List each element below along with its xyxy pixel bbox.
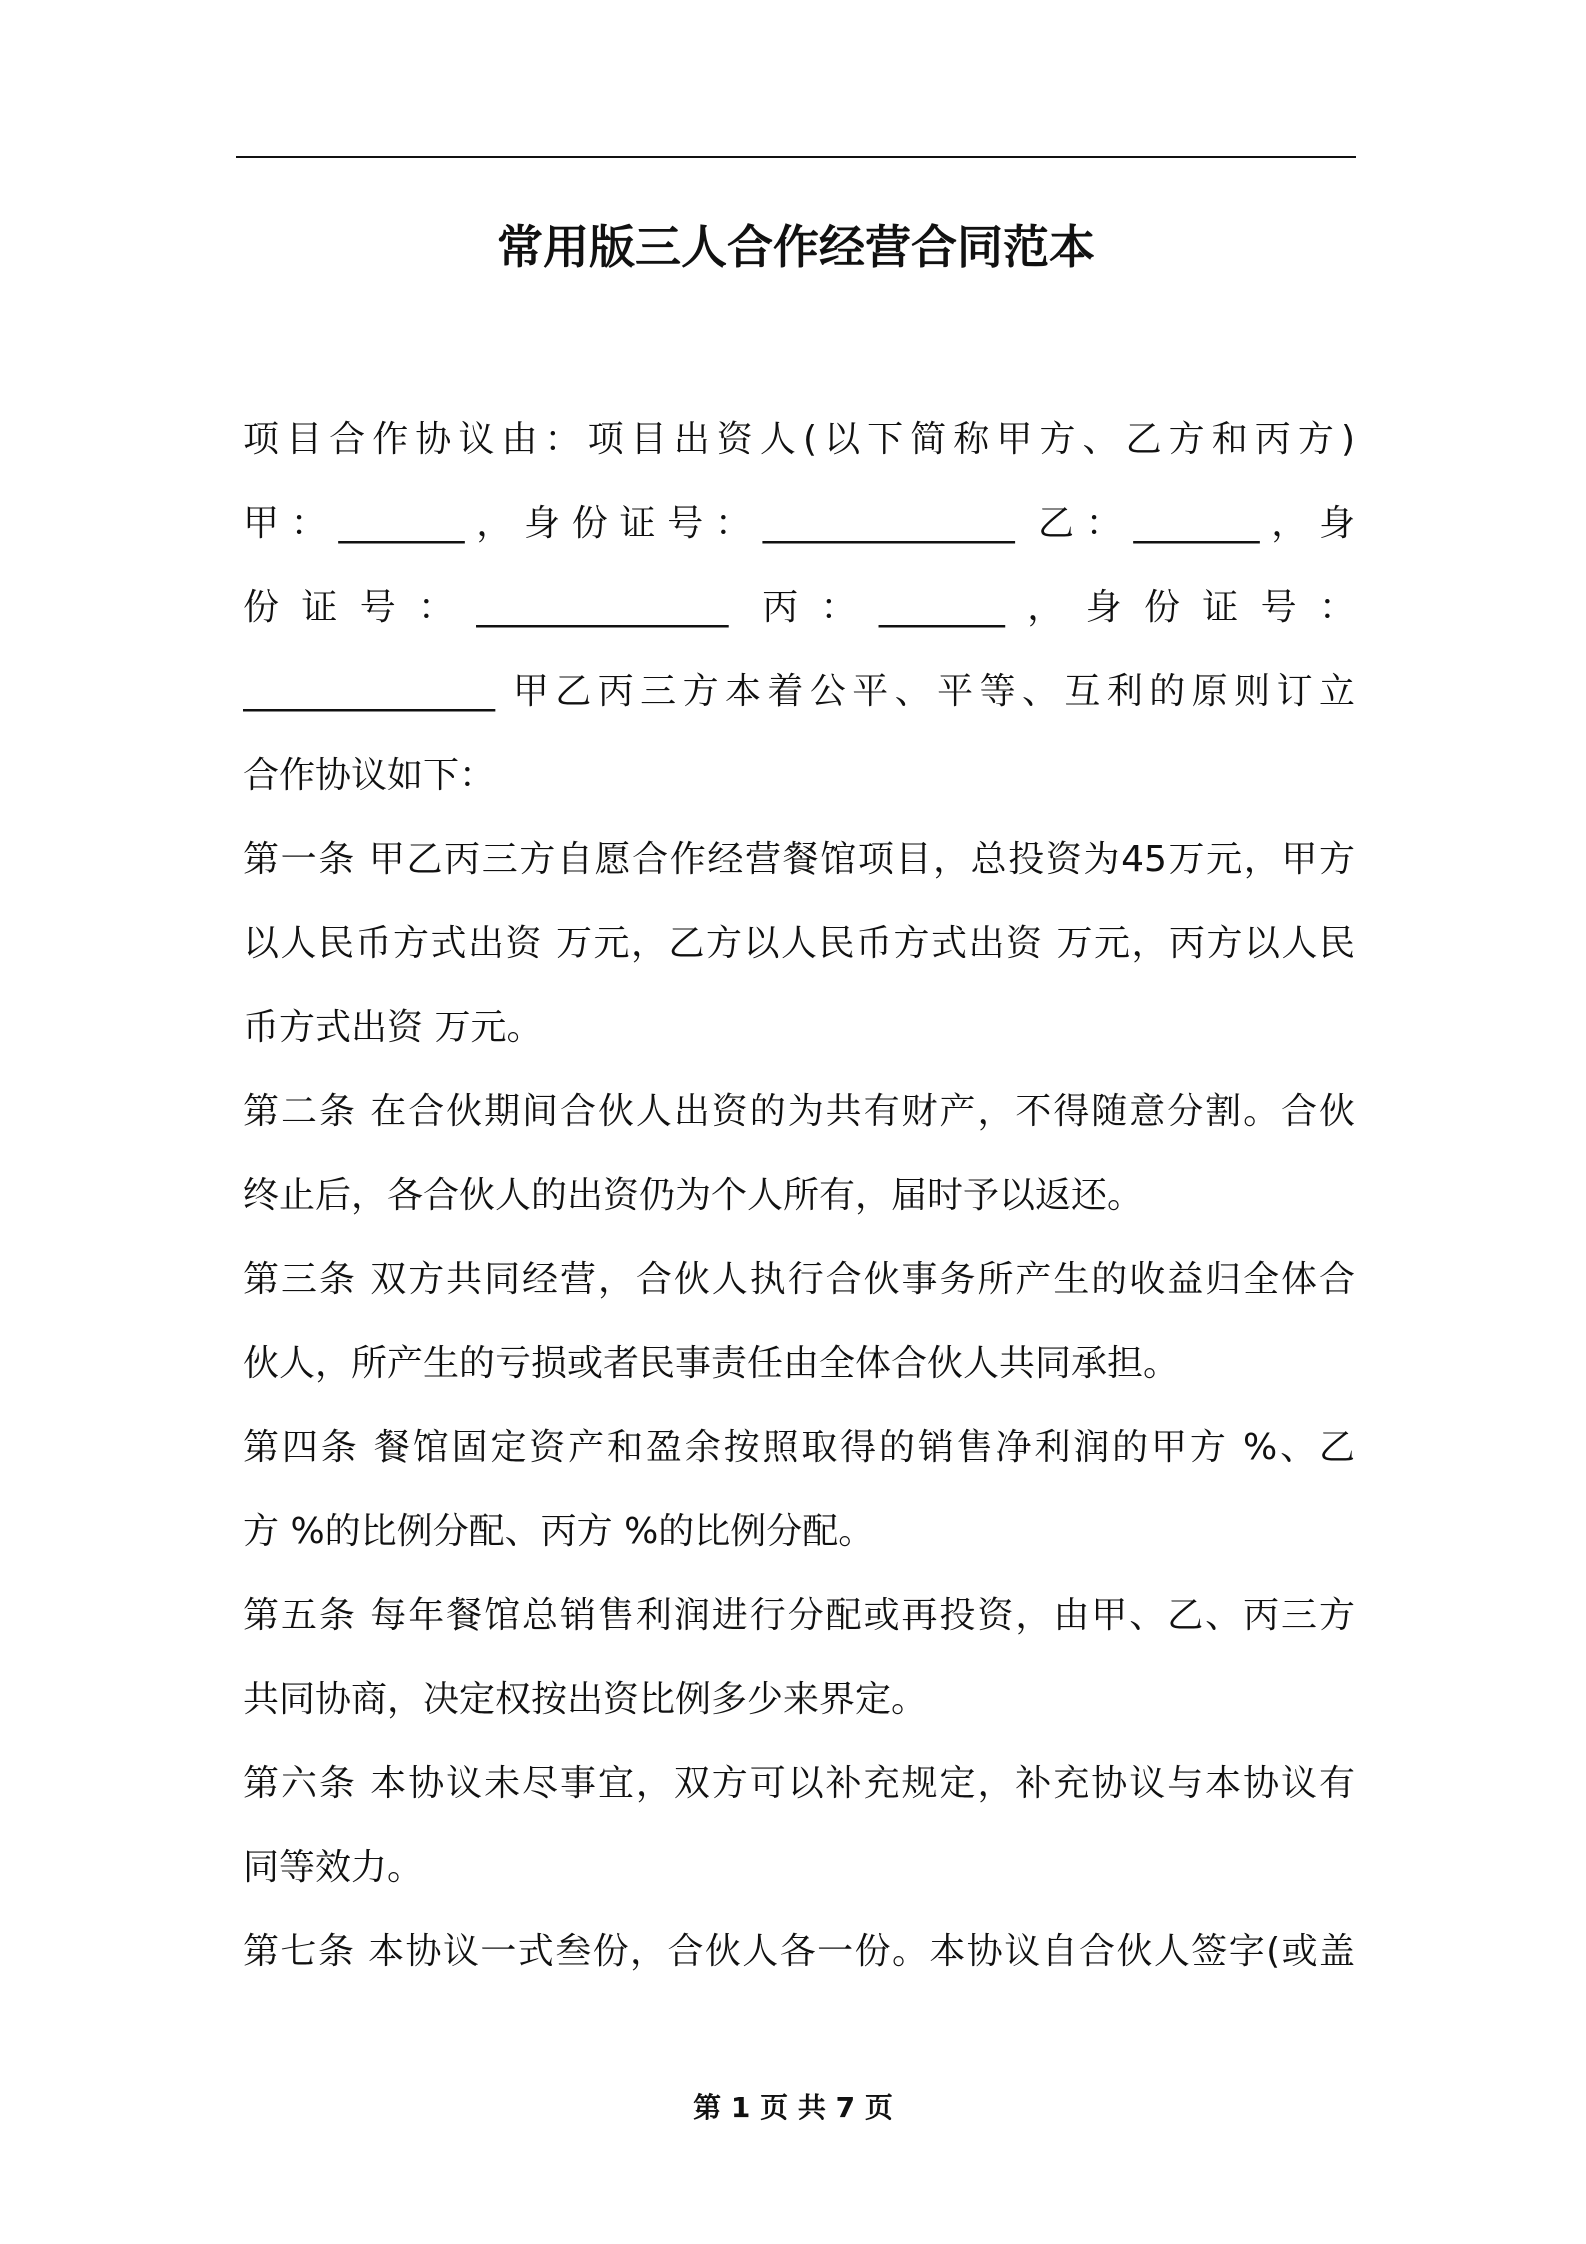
body-line: 第三条 双方共同经营，合伙人执行合伙事务所产生的收益归全体合: [243, 1259, 1355, 1300]
body-line: 第一条 甲乙丙三方自愿合作经营餐馆项目，总投资为45万元，甲方: [243, 839, 1355, 880]
body-line: 第四条 餐馆固定资产和盈余按照取得的销售净利润的甲方 %、乙: [243, 1427, 1355, 1468]
header-rule: [236, 156, 1356, 158]
body-line: 第二条 在合伙期间合伙人出资的为共有财产，不得随意分割。合伙: [243, 1091, 1355, 1132]
body-line: 项目合作协议由：项目出资人(以下简称甲方、乙方和丙方): [243, 419, 1355, 460]
document-title: 常用版三人合作经营合同范本: [497, 220, 1095, 274]
body-line: 方 %的比例分配、丙方 %的比例分配。: [243, 1511, 875, 1552]
body-line: 份证号：______________ 丙：_______，身份证号：: [243, 587, 1355, 628]
document-body: [243, 398, 1355, 1994]
body-line: 第六条 本协议未尽事宜，双方可以补充规定，补充协议与本协议有: [243, 1763, 1355, 1804]
body-line: 币方式出资 万元。: [243, 1007, 543, 1048]
page-number: 第 1 页 共 7 页: [693, 2091, 893, 2124]
body-line: 共同协商，决定权按出资比例多少来界定。: [243, 1679, 928, 1720]
body-line: ______________ 甲乙丙三方本着公平、平等、互利的原则订立: [243, 671, 1355, 712]
body-line: 伙人，所产生的亏损或者民事责任由全体合伙人共同承担。: [243, 1343, 1180, 1384]
body-line: 第五条 每年餐馆总销售利润进行分配或再投资，由甲、乙、丙三方: [243, 1595, 1355, 1636]
body-line: 合作协议如下：: [243, 755, 496, 796]
body-line: 以人民币方式出资 万元，乙方以人民币方式出资 万元，丙方以人民: [243, 923, 1355, 964]
body-line: 同等效力。: [243, 1847, 424, 1888]
body-line: 甲：_______，身份证号：______________ 乙：_______，身: [243, 503, 1355, 544]
body-line: 终止后，各合伙人的出资仍为个人所有，届时予以返还。: [243, 1175, 1144, 1216]
body-line: 第七条 本协议一式叁份，合伙人各一份。本协议自合伙人签字(或盖: [243, 1931, 1355, 1972]
